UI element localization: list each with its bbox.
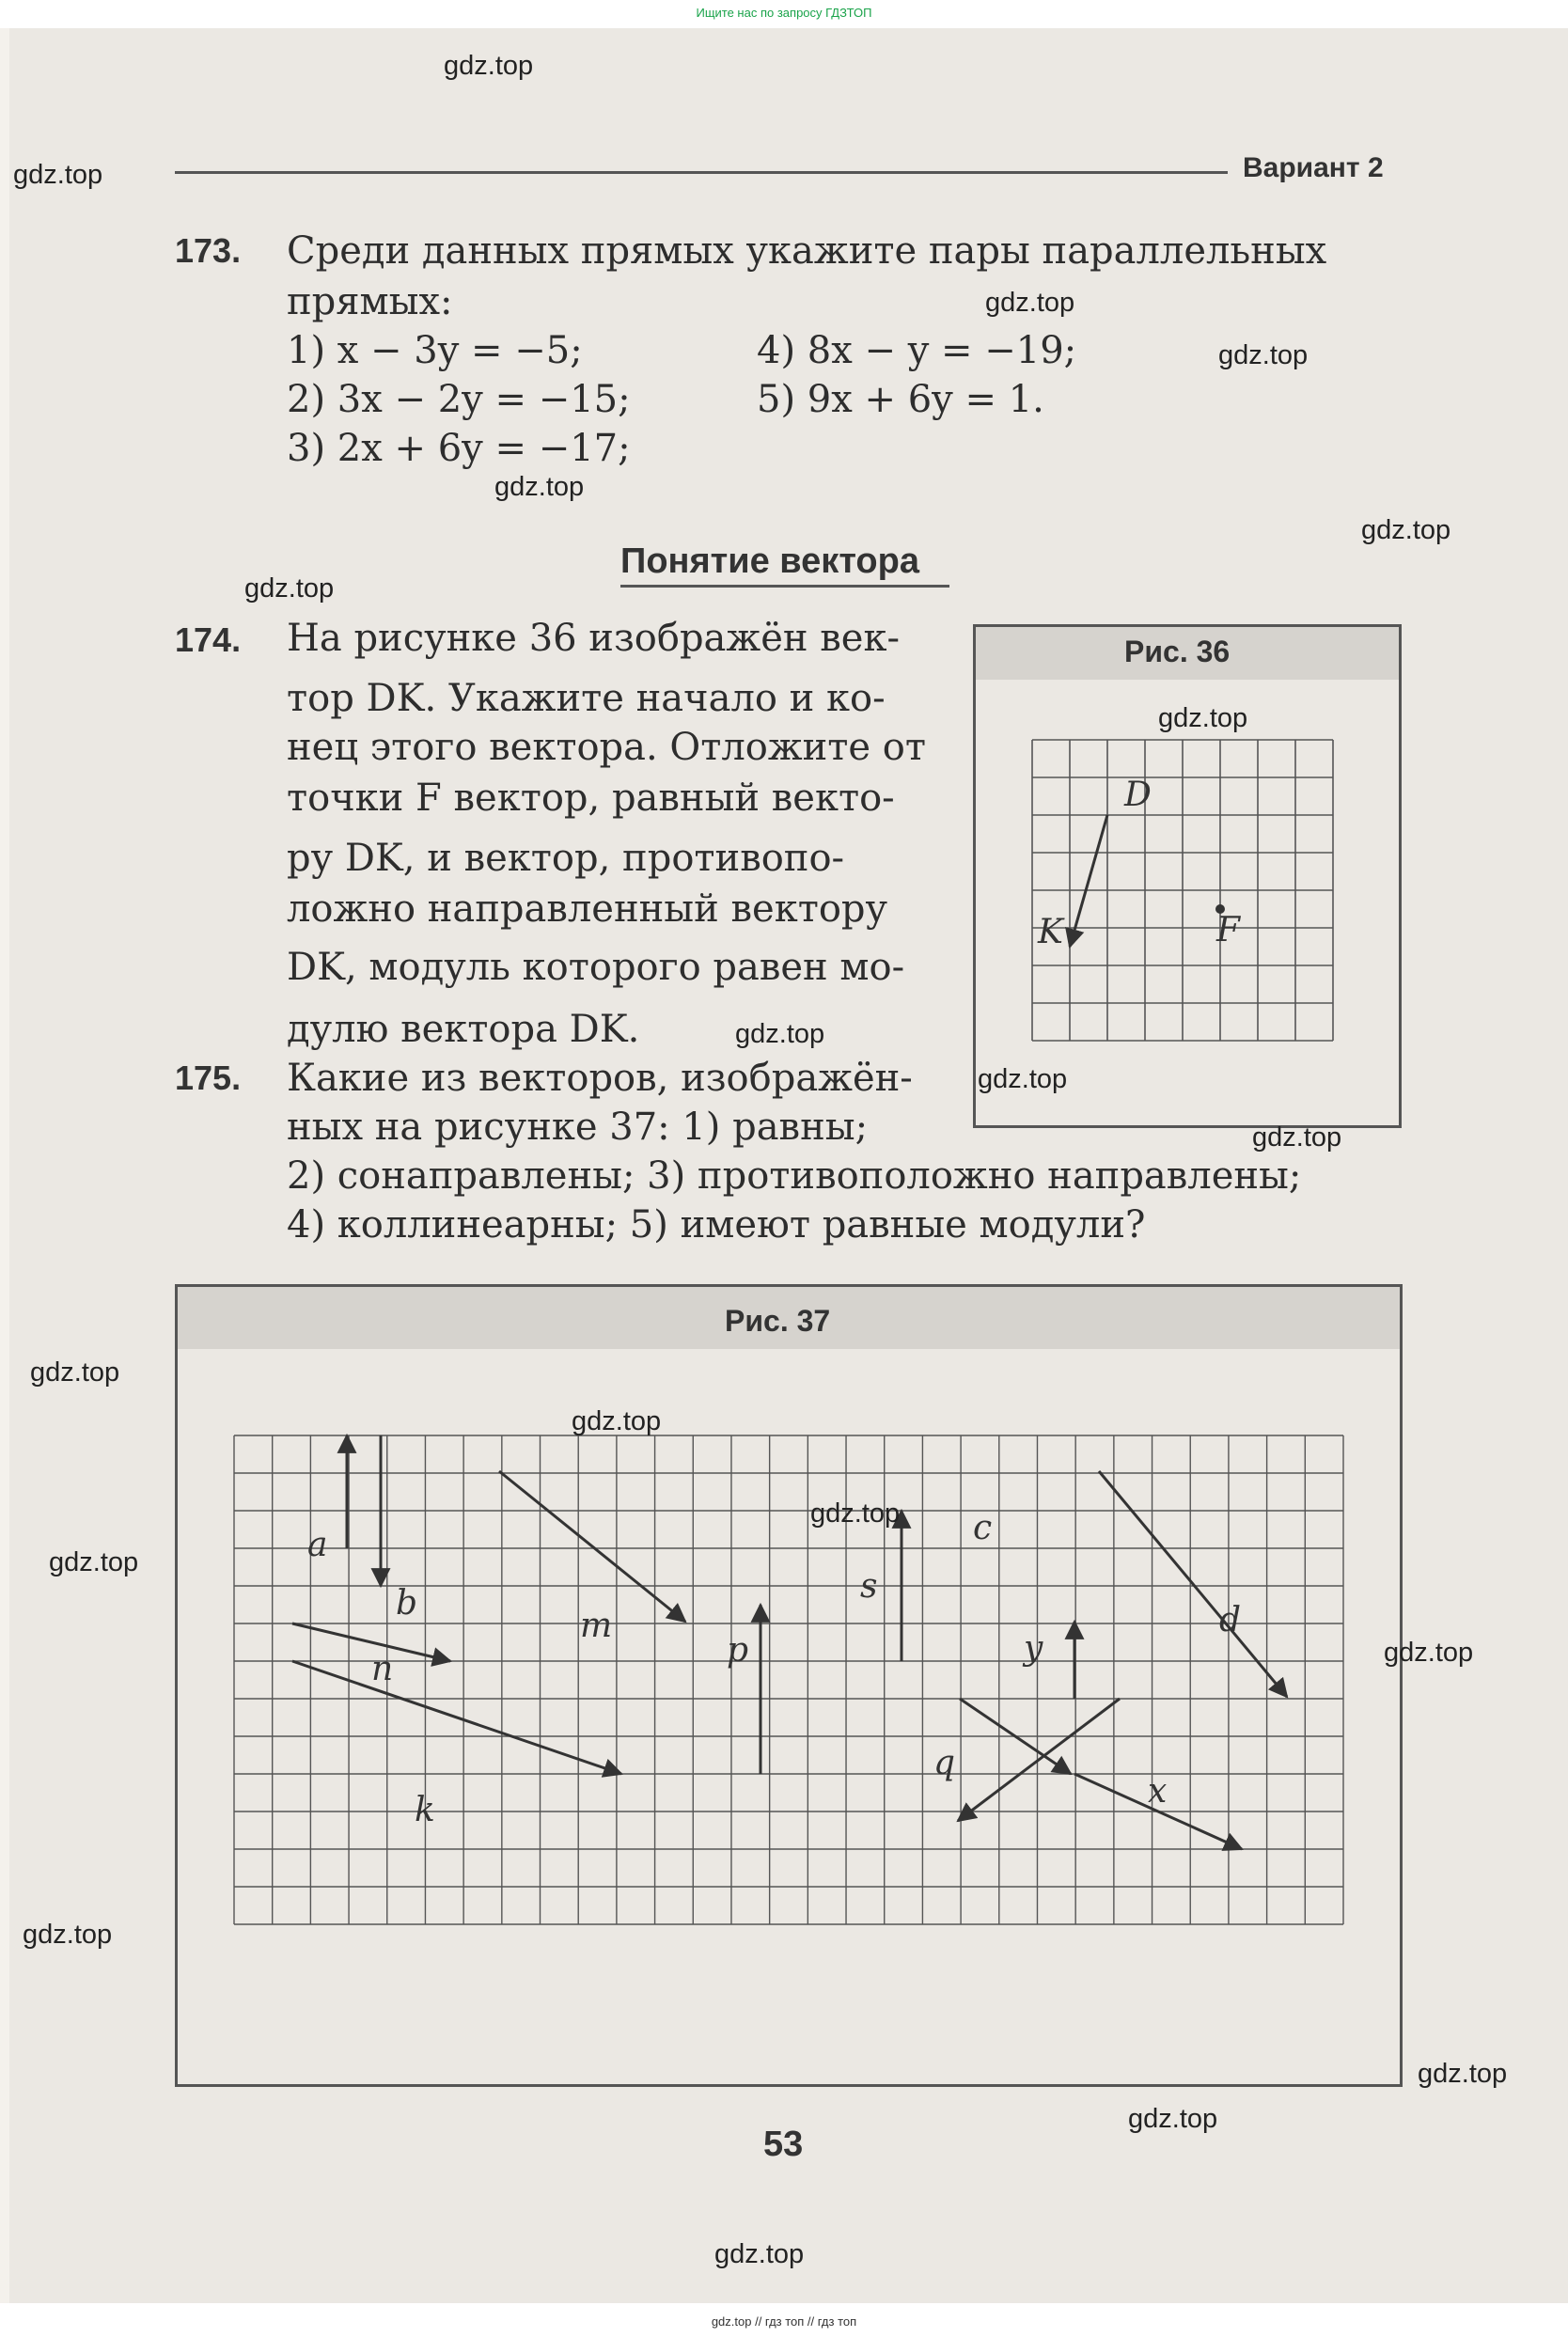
watermark: gdz.top <box>1218 340 1309 370</box>
label-s: s <box>860 1567 878 1606</box>
problem-173-line-1: Среди данных прямых укажите пары параллельных <box>287 229 1327 273</box>
problem-174-line-8: дулю вектора DK. <box>287 1008 640 1051</box>
watermark: gdz.top <box>49 1547 139 1577</box>
problem-173-option-4: 4) 8x − y = −19; <box>757 329 1077 372</box>
watermark: gdz.top <box>1384 1638 1474 1668</box>
problem-173-option-5: 5) 9x + 6y = 1. <box>757 378 1044 421</box>
figure-37-drawing <box>178 1287 1400 2084</box>
vector-dk-arrow <box>1070 815 1107 947</box>
label-m: m <box>580 1607 613 1645</box>
problem-174-line-7: DK, модуль которого равен мо- <box>287 946 905 989</box>
vector-d <box>1099 1471 1287 1697</box>
watermark: gdz.top <box>30 1357 120 1388</box>
watermark: gdz.top <box>1361 515 1451 545</box>
problem-173-line-2: прямых: <box>287 280 453 323</box>
watermark: gdz.top <box>494 472 585 502</box>
label-k: K <box>1038 913 1063 951</box>
problem-175-line-4: 4) коллинеарны; 5) имеют равные модули? <box>287 1203 1146 1247</box>
figure-37-grid <box>234 1435 1343 1924</box>
problem-173-option-3: 3) 2x + 6y = −17; <box>287 427 631 470</box>
figure-36-title: Рис. 36 <box>1124 635 1231 668</box>
label-c: c <box>973 1509 993 1547</box>
watermark: gdz.top <box>444 51 534 81</box>
variant-label: Вариант 2 <box>1243 152 1384 183</box>
label-q: q <box>933 1744 956 1782</box>
problem-173-option-1: 1) x − 3y = −5; <box>287 329 583 372</box>
problem-174-line-3: нец этого вектора. Отложите от <box>287 726 927 769</box>
bottom-banner-text: gdz.top // гдз топ // гдз топ <box>711 2314 857 2329</box>
top-banner <box>0 0 1568 28</box>
problem-175-line-2: ных на рисунке 37: 1) равны; <box>287 1106 869 1149</box>
label-f: F <box>1216 911 1240 949</box>
figure-37 <box>175 1284 1403 2087</box>
page-number: 53 <box>763 2125 804 2164</box>
problem-175-line-3: 2) сонаправлены; 3) противоположно направлены; <box>287 1154 1302 1198</box>
watermark: gdz.top <box>1418 2059 1508 2089</box>
figure-36 <box>973 624 1402 1128</box>
label-k-37: k <box>415 1791 435 1829</box>
label-d: D <box>1124 776 1152 814</box>
figure-37-title: Рис. 37 <box>725 1304 831 1338</box>
watermark: gdz.top <box>23 1920 113 1950</box>
problem-175-number: 175. <box>175 1059 242 1097</box>
label-n: n <box>371 1650 394 1688</box>
section-underline <box>620 585 949 588</box>
watermark: gdz.top <box>1252 1122 1342 1153</box>
problem-174-line-1: На рисунке 36 изображён век- <box>287 617 900 660</box>
figure-36-drawing <box>976 627 1399 1125</box>
top-banner-text: Ищите нас по запросу ГДЗТОП <box>696 6 872 20</box>
watermark: gdz.top <box>985 288 1075 318</box>
vector-k <box>292 1661 621 1774</box>
vector-c <box>958 1699 1120 1821</box>
watermark: gdz.top <box>572 1406 662 1436</box>
problem-174-line-5: ру DK, и вектор, противопо- <box>287 837 845 880</box>
section-title: Понятие вектора <box>620 541 919 581</box>
watermark: gdz.top <box>810 1498 901 1529</box>
figure-36-grid <box>1032 740 1333 1041</box>
watermark: gdz.top <box>13 160 103 190</box>
label-y: y <box>1024 1629 1043 1668</box>
watermark: gdz.top <box>1158 703 1248 733</box>
problem-173-option-2: 2) 3x − 2y = −15; <box>287 378 631 421</box>
watermark: gdz.top <box>978 1064 1068 1094</box>
problem-173-number: 173. <box>175 231 242 270</box>
label-b: b <box>396 1584 418 1623</box>
label-a: a <box>307 1526 328 1564</box>
watermark: gdz.top <box>735 1019 825 1049</box>
problem-174-number: 174. <box>175 620 242 659</box>
bottom-banner <box>0 2303 1568 2337</box>
problem-174-line-6: ложно направленный вектору <box>287 887 888 931</box>
label-p: p <box>727 1631 749 1670</box>
watermark: gdz.top <box>714 2239 805 2269</box>
watermark: gdz.top <box>244 573 335 604</box>
header-rule <box>175 171 1228 174</box>
problem-174-line-4: точки F вектор, равный векто- <box>287 776 895 820</box>
label-x: x <box>1148 1772 1168 1811</box>
problem-174-line-2: тор DK. Укажите начало и ко- <box>287 677 886 720</box>
label-d-37: d <box>1219 1601 1242 1639</box>
watermark: gdz.top <box>1128 2104 1218 2134</box>
vector-m <box>499 1471 685 1622</box>
problem-175-line-1: Какие из векторов, изображён- <box>287 1057 913 1100</box>
